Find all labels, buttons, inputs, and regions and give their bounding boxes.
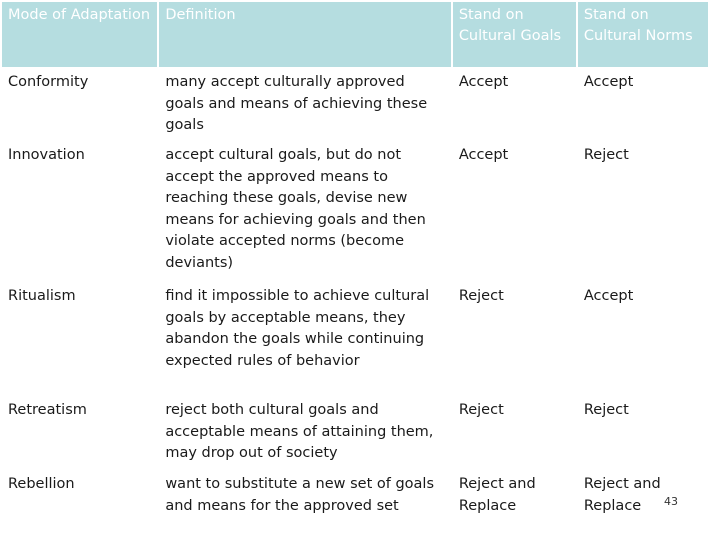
cell-definition: accept cultural goals, but do not accept the approved means to reaching these goals, devise new means for achieving goals and then violate accepted norms (become deviants) — [165, 147, 426, 271]
cell-norms: Reject — [583, 402, 629, 418]
cell-mode: Rebellion — [8, 476, 75, 492]
cell-mode: Conformity — [8, 74, 89, 90]
header-definition: Definition — [159, 2, 450, 67]
cell-mode: Retreatism — [8, 402, 87, 418]
cell-mode: Ritualism — [8, 288, 76, 304]
table-header-row — [2, 2, 708, 67]
table-row — [2, 283, 708, 395]
cell-goals: Accept — [458, 74, 509, 90]
header-mode-of-adaptation: Mode of Adaptation — [2, 2, 157, 67]
cell-definition: want to substitute a new set of goals and means for the approved set — [165, 476, 435, 514]
header-stand-on-cultural-goals: Stand on Cultural Goals — [453, 2, 576, 67]
cell-mode: Innovation — [8, 147, 85, 163]
cell-definition: find it impossible to achieve cultural goals by acceptable means, they abandon the goals while continuing expected rules of behavior — [165, 288, 430, 369]
cell-definition: reject both cultural goals and acceptable means of attaining them, may drop out of society — [165, 402, 434, 462]
cell-norms: Reject and Replace — [583, 476, 661, 514]
cell-norms: Accept — [583, 74, 634, 90]
page-number: 43 — [664, 495, 678, 508]
table-row — [2, 397, 708, 469]
header-stand-on-cultural-norms: Stand on Cultural Norms — [578, 2, 708, 67]
cell-goals: Accept — [458, 147, 509, 163]
cell-goals: Reject — [458, 402, 504, 418]
cell-goals: Reject and Replace — [458, 476, 536, 514]
table-row — [2, 142, 708, 281]
table-row — [2, 471, 708, 533]
cell-goals: Reject — [458, 288, 504, 304]
table-row — [2, 69, 708, 140]
cell-norms: Accept — [583, 288, 634, 304]
cell-definition: many accept culturally approved goals and means of achieving these goals — [165, 74, 428, 134]
cell-norms: Reject — [583, 147, 629, 163]
